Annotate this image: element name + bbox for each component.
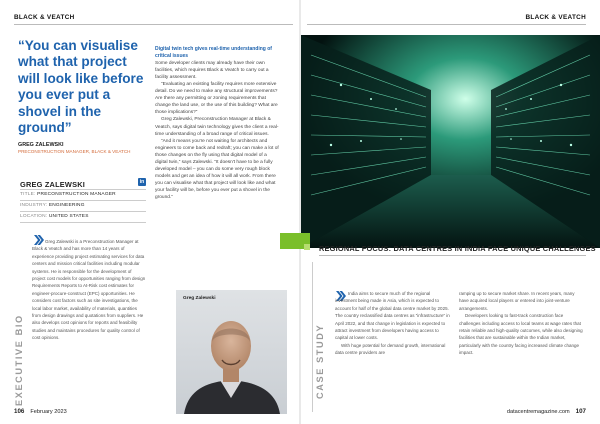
article-heading: Digital twin tech gives real-time understanding of critical issues bbox=[155, 46, 272, 59]
profile-name: GREG ZALEWSKI bbox=[20, 180, 86, 189]
profile-industry-key: INDUSTRY: bbox=[20, 203, 48, 208]
case-study-rule bbox=[319, 255, 586, 256]
footer-right bbox=[507, 408, 586, 415]
article-paragraph: “Evaluating an existing facility requires more extensive detail. Do we need to make any structural improvements? Are there any permitting or zoning requirements that change the land use, or the use of this building? What are those implications?” bbox=[155, 81, 278, 116]
case-study-column-2 bbox=[459, 290, 583, 357]
article-paragraph: Some developer clients may already have their own facilities, which requires Black & Veatch to carry out a facility assessment. bbox=[155, 60, 269, 80]
executive-bio-label: EXECUTIVE BIO bbox=[14, 314, 24, 406]
server-aisle-illustration bbox=[301, 35, 600, 248]
executive-bio-text bbox=[32, 238, 146, 342]
case-study-column-1 bbox=[335, 290, 452, 357]
article-paragraph: “And it means you're not waiting for architects and engineers to come back and redraft; you can make a lot of those changes on the fly using that digital model of a digital twin,” says Zalewski. “It doesn't have to be a fully developed model – you can do some very rough block models and get an idea of how it will all work. From there you can visualise what that project will look like and what your facility will be, before you ever put a shovel in the ground.” bbox=[155, 138, 279, 201]
brand-left: BLACK & VEATCH bbox=[14, 14, 75, 21]
portrait-image bbox=[176, 290, 287, 414]
profile-industry-field bbox=[20, 203, 85, 208]
profile-location-key: LOCATION: bbox=[20, 214, 48, 219]
profile-location-value: UNITED STATES bbox=[48, 214, 89, 219]
pull-quote-role: PRECONSTRUCTION MANAGER, BLACK & VEATCH bbox=[18, 149, 131, 154]
case-study-paragraph bbox=[335, 290, 452, 342]
portrait-photo bbox=[176, 290, 287, 414]
site-url[interactable]: datacentremagazine.com bbox=[506, 409, 570, 415]
profile-location-field bbox=[20, 214, 89, 219]
case-study-paragraph: Developers looking to fast-track construction face challenges including access to local teams at wage rates that retain reliable and high-quality outcomes, while also designing facilities that are sustainable within the Indian market, particularly with the country facing increased climate change impact. bbox=[459, 313, 583, 356]
article-column bbox=[155, 46, 279, 202]
bio-paragraph: Greg Zalewski is a Preconstruction Manager at Black & Veatch and has more than 14 years of experience providing project estimating services for data centers and mission critical facilities including modular systems. He is responsible for the development of project cost models for opportunities ranging from design Requirements Reports to At-Risk cost estimates for engineer-procure-construct (EPC) opportunities. He considers cost factors such as site investigations, the local labor market, availability of materials, quantities from design drawings and quotations from suppliers. He also develops cost opinions for reports and feasibility studies and maintains procedures for quality control of cost opinions. bbox=[32, 239, 146, 341]
data-centre-image bbox=[301, 35, 600, 248]
photo-caption: Greg Zalewski bbox=[183, 296, 216, 301]
case-study-paragraph: With huge potential for demand growth, international data centre providers are bbox=[335, 342, 446, 356]
profile-title-key: TITLE: bbox=[20, 192, 36, 197]
issue-date: February 2023 bbox=[30, 409, 67, 415]
case-study-sidebar-line bbox=[312, 262, 313, 412]
profile-divider bbox=[20, 211, 146, 212]
header-rule-right bbox=[307, 24, 586, 25]
case-study-title: REGIONAL FOCUS: DATA CENTRES IN INDIA FACE UNIQUE CHALLENGES bbox=[319, 244, 596, 253]
linkedin-icon[interactable]: in bbox=[139, 179, 145, 185]
case-study-paragraph: ramping up to secure market share. In recent years, many have acquired local players or entered into joint-venture arrangements. bbox=[459, 291, 575, 311]
profile-divider bbox=[20, 200, 146, 201]
header-rule-left bbox=[14, 24, 293, 25]
case-study-text: India aims to secure much of the regional investment being made in Asia, which is expected to account for half of the global data centre market by 2025. The country reclassified data centres as “infrastructure” in April 2022, and that change in legislation is expected to attract investment from developers having access to capital at lower costs. bbox=[335, 291, 450, 341]
accent-block-small bbox=[304, 244, 310, 250]
profile-divider bbox=[20, 222, 146, 223]
page-number-left: 106 bbox=[14, 408, 25, 415]
profile-title-value: PRECONSTRUCTION MANAGER bbox=[37, 192, 116, 197]
footer-left bbox=[14, 408, 67, 415]
profile-title-field bbox=[20, 192, 116, 197]
brand-right: BLACK & VEATCH bbox=[525, 14, 586, 21]
pull-quote-name: GREG ZALEWSKI bbox=[18, 142, 64, 148]
profile-industry-value: ENGINEERING bbox=[48, 203, 85, 208]
page-number-right: 107 bbox=[575, 408, 586, 415]
case-study-label: CASE STUDY bbox=[315, 323, 325, 399]
profile-divider bbox=[20, 189, 146, 190]
pull-quote: “You can visualise what that project will look like before you ever put a shovel in the ground” bbox=[18, 38, 144, 136]
article-paragraph: Greg Zalewski, Preconstruction Manager at Black & Veatch, says digital twin technology gives the client a real-time understanding of a broad range of critical issues. bbox=[155, 117, 279, 137]
